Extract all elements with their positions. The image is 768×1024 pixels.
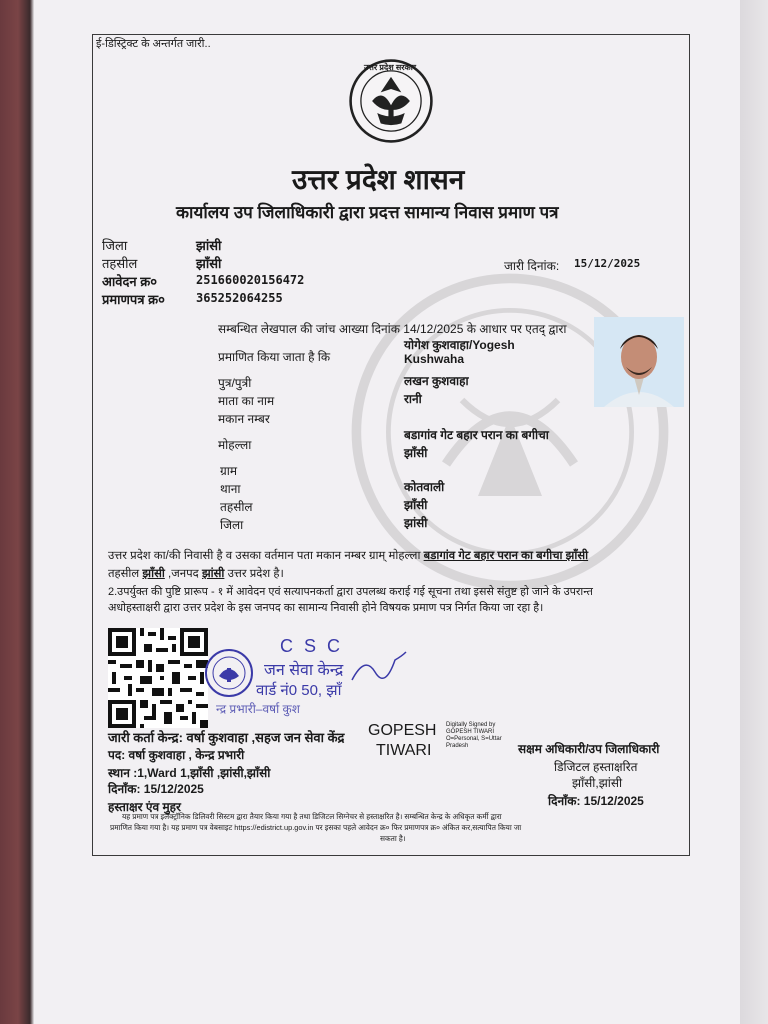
detail-district-value: झांसी xyxy=(404,516,428,530)
issuer-date: दिनाँक: 15/12/2025 xyxy=(108,782,204,796)
para1-district: झांसी xyxy=(201,568,225,580)
digital-sign-note2: GOPESH TIWARI xyxy=(446,729,495,735)
tehsil-label: तहसील xyxy=(102,256,138,271)
footer-line3: सकता है। xyxy=(380,834,406,843)
tehsil-value: झाँसी xyxy=(196,256,222,271)
para1-address: बडागांव गेट बहार परान का बगीचा झाँसी xyxy=(423,550,589,562)
residence-paragraph-line1 xyxy=(108,548,588,563)
para1-text-c: तहसील xyxy=(108,568,143,580)
issue-date-value: 15/12/2025 xyxy=(574,257,641,270)
mohalla-label: मोहल्ला xyxy=(218,438,252,452)
confirmation-paragraph-line1: 2.उपर्युक्त की पुष्टि प्रारूप - १ में आवेदन एवं सत्यापनकर्ता द्वारा उपलब्ध कराई गई सूचना तथा इससे संतुष्ट हो जाने के उपरान्त xyxy=(108,586,593,598)
detail-tehsil-value: झाँसी xyxy=(404,498,428,512)
authority-digital: डिजिटल हस्ताक्षरित xyxy=(554,760,638,774)
authority-title: सक्षम अधिकारी/उप जिलाधिकारी xyxy=(518,742,660,756)
thana-label: थाना xyxy=(220,482,241,496)
certificate-label: प्रमाणपत्र क्र० xyxy=(102,292,165,307)
residence-paragraph-line2 xyxy=(108,566,284,581)
emblem-text: उत्तर प्रदेश सरकार xyxy=(364,63,417,72)
stamp-incharge-text: न्द्र प्रभारी–वर्षा कुश xyxy=(216,702,300,716)
authority-date: दिनाँक: 15/12/2025 xyxy=(548,794,644,808)
footer-line1: यह प्रमाण पत्र इलेक्ट्रॉनिक डिलिवरी सिस्टम द्वारा तैयार किया गया है तथा डिजिटल सिग्नेचर से हस्ताक्षरित है। सम्बन्धित केन्द्र के अधिकृत कर्मी द्वारा xyxy=(122,812,502,821)
issuer-place: स्थान :1,Ward 1,झाँसी ,झांसी,झाँसी xyxy=(108,766,271,780)
thana-value: कोतवाली xyxy=(404,480,445,494)
son-label: पुत्र/पुत्री xyxy=(218,376,252,390)
header-note: ई-डिस्ट्रिक्ट के अन्तर्गत जारी.. xyxy=(96,38,211,50)
district-value: झांसी xyxy=(196,238,222,253)
applicant-name-line1: योगेश कुशवाहा/Yogesh xyxy=(404,338,515,352)
certificate-subtitle: कार्यालय उप जिलाधिकारी द्वारा प्रदत्त सामान्य निवास प्रमाण पत्र xyxy=(176,203,559,222)
para1-text-e: ,जनपद xyxy=(164,568,202,580)
confirmation-paragraph-line2: अधोहस्ताक्षरी द्वारा उत्तर प्रदेश के इस जनपद का सामान्य निवासी होने विषयक प्रमाण पत्र निर्गत किया जा रहा है। xyxy=(108,602,544,614)
detail-district-label: जिला xyxy=(220,518,244,532)
issuing-center: जारी कर्ता केन्द्र: वर्षा कुशवाहा ,सहज जन सेवा केंद्र xyxy=(108,730,345,745)
certified-label: प्रमाणित किया जाता है कि xyxy=(218,350,331,364)
application-label: आवेदन क्र० xyxy=(102,274,157,289)
applicant-photo xyxy=(594,317,684,407)
digital-sign-note xyxy=(446,722,502,750)
mohalla-value-line2: झाँसी xyxy=(404,446,428,460)
page-title: उत्तर प्रदेश शासन xyxy=(292,164,465,195)
digital-sign-note1: Digitally Signed by xyxy=(446,722,496,728)
issuer-sign-label: हस्ताक्षर एंव मुहर xyxy=(108,800,181,814)
para1-text-g: उत्तर प्रदेश है। xyxy=(224,568,284,580)
stamp-ward-text: वार्ड नं0 50, झाँ xyxy=(256,682,342,699)
authority-location: झाँसी,झांसी xyxy=(572,776,623,790)
detail-tehsil-label: तहसील xyxy=(220,500,253,514)
digital-sign-note3: O=Personal, S=Uttar xyxy=(446,736,502,742)
application-number: 251660020156472 xyxy=(196,273,305,287)
para1-text-a: उत्तर प्रदेश का/की निवासी है व उसका वर्तमान पता मकान नम्बर ग्राम् मोहल्ला xyxy=(108,550,424,562)
qr-code-icon xyxy=(108,628,208,728)
house-label: मकान नम्बर xyxy=(218,412,270,426)
digital-sign-note4: Pradesh xyxy=(446,743,469,749)
csc-stamp-emblem-icon xyxy=(204,648,254,698)
mohalla-value-line1: बडागांव गेट बहार परान का बगीचा xyxy=(404,428,549,442)
digital-sign-name1: GOPESH xyxy=(368,722,437,739)
district-label: जिला xyxy=(102,238,128,253)
mother-label: माता का नाम xyxy=(218,394,275,408)
stamp-signature-icon xyxy=(350,650,410,690)
certificate-number: 365252064255 xyxy=(196,291,283,305)
digital-sign-name2: TIWARI xyxy=(376,742,432,759)
mother-value: रानी xyxy=(404,392,422,406)
issuer-post: पद: वर्षा कुशवाहा , केन्द्र प्रभारी xyxy=(108,748,245,762)
applicant-portrait-icon xyxy=(594,317,684,407)
intro-line: सम्बन्धित लेखपाल की जांच आख्या दिनांक 14/12/2025 के आधार पर एतद् द्वारा xyxy=(218,322,567,336)
footer-line2: प्रमाणित किया गया है। यह प्रमाण पत्र वेबसाइट https://edistrict.up.gov.in पर इसका पहले आवेदन क्र० फिर प्रमाणपत्र क्र० अंकित कर,सत्यापित किया जा xyxy=(110,823,522,832)
stamp-csc-text: C S C xyxy=(280,636,344,656)
stamp-jan-seva-text: जन सेवा केन्द्र xyxy=(264,662,344,679)
village-label: ग्राम xyxy=(220,464,238,478)
son-value: लखन कुशवाहा xyxy=(404,374,469,388)
issue-date-label: जारी दिनांक: xyxy=(504,259,560,273)
applicant-name-line2: Kushwaha xyxy=(404,352,465,366)
para1-tehsil: झाँसी xyxy=(142,568,165,580)
